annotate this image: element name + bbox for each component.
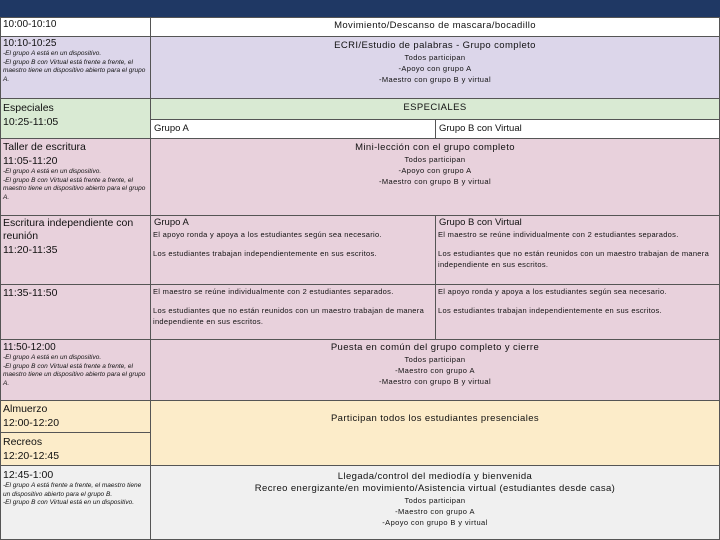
activity-cell-8 xyxy=(150,400,720,466)
activity-title: Recreo energizante/en movimiento/Asistencia virtual (estudiantes desde casa) xyxy=(254,483,616,494)
activity-line: Todos participan xyxy=(404,155,466,164)
activity-title: ECRI/Estudio de palabras - Grupo completo xyxy=(334,40,536,51)
time-text: 10:10-10:25 xyxy=(3,38,57,49)
period-label: Recreos xyxy=(3,436,43,448)
activity-line: -Apoyo con grupo A xyxy=(398,166,472,175)
time-cell-10 xyxy=(0,465,151,540)
header-bar xyxy=(0,0,720,17)
group-a-cell xyxy=(150,119,436,139)
activity-title: Movimiento/Descanso de mascara/bocadillo xyxy=(334,20,536,31)
time-cell-5 xyxy=(0,215,151,285)
activity-line: -Maestro con grupo A xyxy=(395,507,475,516)
group-b-text: Los estudiantes trabajan independientemente en sus escritos. xyxy=(438,306,662,315)
activity-cell-7 xyxy=(150,339,720,401)
time-text: 11:35-11:50 xyxy=(3,287,58,299)
group-b-text: El apoyo ronda y apoya a los estudiantes según sea necesario. xyxy=(438,287,667,296)
group-b-cell xyxy=(435,215,720,285)
activity-line: -Maestro con grupo A xyxy=(395,366,475,375)
time-text: 11:20-11:35 xyxy=(3,244,58,256)
group-a-text: El maestro se reúne individualmente con 2 estudiantes separados. xyxy=(153,287,394,296)
note-line: -El grupo A está en un dispositivo. xyxy=(3,50,102,57)
activity-line: -Maestro con grupo B y virtual xyxy=(378,75,492,84)
group-b-text: El maestro se reúne individualmente con 2 estudiantes separados. xyxy=(438,230,679,239)
time-cell-2 xyxy=(0,36,151,99)
period-label: Especiales xyxy=(3,102,54,114)
activity-title: Mini-lección con el grupo completo xyxy=(355,142,515,153)
activity-line: Todos participan xyxy=(404,53,466,62)
time-text: 10:00-10:10 xyxy=(3,19,57,30)
note-line: -El grupo A está en un dispositivo. xyxy=(3,168,102,175)
activity-line: -Maestro con grupo B y virtual xyxy=(378,377,492,386)
time-cell-8 xyxy=(0,400,151,433)
time-cell-1 xyxy=(0,17,151,37)
activity-line: Todos participan xyxy=(404,355,466,364)
group-b-label: Grupo B con Virtual xyxy=(439,123,522,134)
time-cell-3 xyxy=(0,98,151,139)
group-a-text: El apoyo ronda y apoya a los estudiantes según sea necesario. xyxy=(153,230,382,239)
activity-title: Puesta en común del grupo completo y cierre xyxy=(330,342,540,353)
group-b-cell xyxy=(435,284,720,340)
group-a-text: Los estudiantes trabajan independientemente en sus escritos. xyxy=(153,249,377,258)
note-line: -El grupo A está frente a frente, el maestro tiene un dispositivo abierto para el grupo B. xyxy=(3,482,142,498)
activity-title: ESPECIALES xyxy=(403,102,467,113)
note-line: -El grupo A está en un dispositivo. xyxy=(3,354,102,361)
activity-title: Participan todos los estudiantes presenciales xyxy=(330,413,540,424)
group-a-label: Grupo A xyxy=(154,123,189,134)
time-text: 10:25-11:05 xyxy=(3,116,59,128)
note-line: -El grupo B con Virtual está frente a frente, el maestro tiene un dispositivo abierto para el grupo A. xyxy=(3,176,146,201)
activity-cell-3 xyxy=(150,98,720,120)
time-text: 11:05-11:20 xyxy=(3,155,58,167)
group-a-label: Grupo A xyxy=(154,217,189,228)
activity-line: -Apoyo con grupo A xyxy=(398,64,472,73)
group-b-cell xyxy=(435,119,720,139)
period-label: Taller de escritura xyxy=(3,141,86,153)
activity-cell-10 xyxy=(150,465,720,540)
time-cell-6 xyxy=(0,284,151,340)
activity-cell-2 xyxy=(150,36,720,99)
activity-line: -Maestro con grupo B y virtual xyxy=(378,177,492,186)
group-b-label: Grupo B con Virtual xyxy=(439,217,522,228)
group-a-cell xyxy=(150,284,436,340)
activity-line: Todos participan xyxy=(404,496,466,505)
group-b-text: Los estudiantes que no están reunidos con un maestro trabajan de manera independiente en sus escritos. xyxy=(438,249,710,269)
group-a-cell xyxy=(150,215,436,285)
period-label: Escritura independiente con reunión xyxy=(3,217,134,242)
activity-cell-1 xyxy=(150,17,720,37)
time-text: 11:50-12:00 xyxy=(3,342,56,353)
activity-title: Llegada/control del mediodía y bienvenida xyxy=(337,471,533,482)
time-text: 12:00-12:20 xyxy=(3,417,60,429)
activity-cell-4 xyxy=(150,138,720,216)
time-text: 12:45-1:00 xyxy=(3,469,54,481)
group-a-text: Los estudiantes que no están reunidos con un maestro trabajan de manera independiente en sus escritos. xyxy=(153,306,425,326)
time-cell-7 xyxy=(0,339,151,401)
time-text: 12:20-12:45 xyxy=(3,450,60,462)
note-line: -El grupo B con Virtual está frente a frente, el maestro tiene un dispositivo abierto para el grupo A. xyxy=(3,362,146,387)
time-cell-4 xyxy=(0,138,151,216)
activity-line: -Apoyo con grupo B y virtual xyxy=(382,518,488,527)
note-line: -El grupo B con Virtual está frente a frente, el maestro tiene un dispositivo abierto para el grupo A. xyxy=(3,58,146,83)
note-line: -El grupo B con Virtual está en un dispositivo. xyxy=(3,499,135,506)
period-label: Almuerzo xyxy=(3,403,48,415)
time-cell-9 xyxy=(0,432,151,466)
